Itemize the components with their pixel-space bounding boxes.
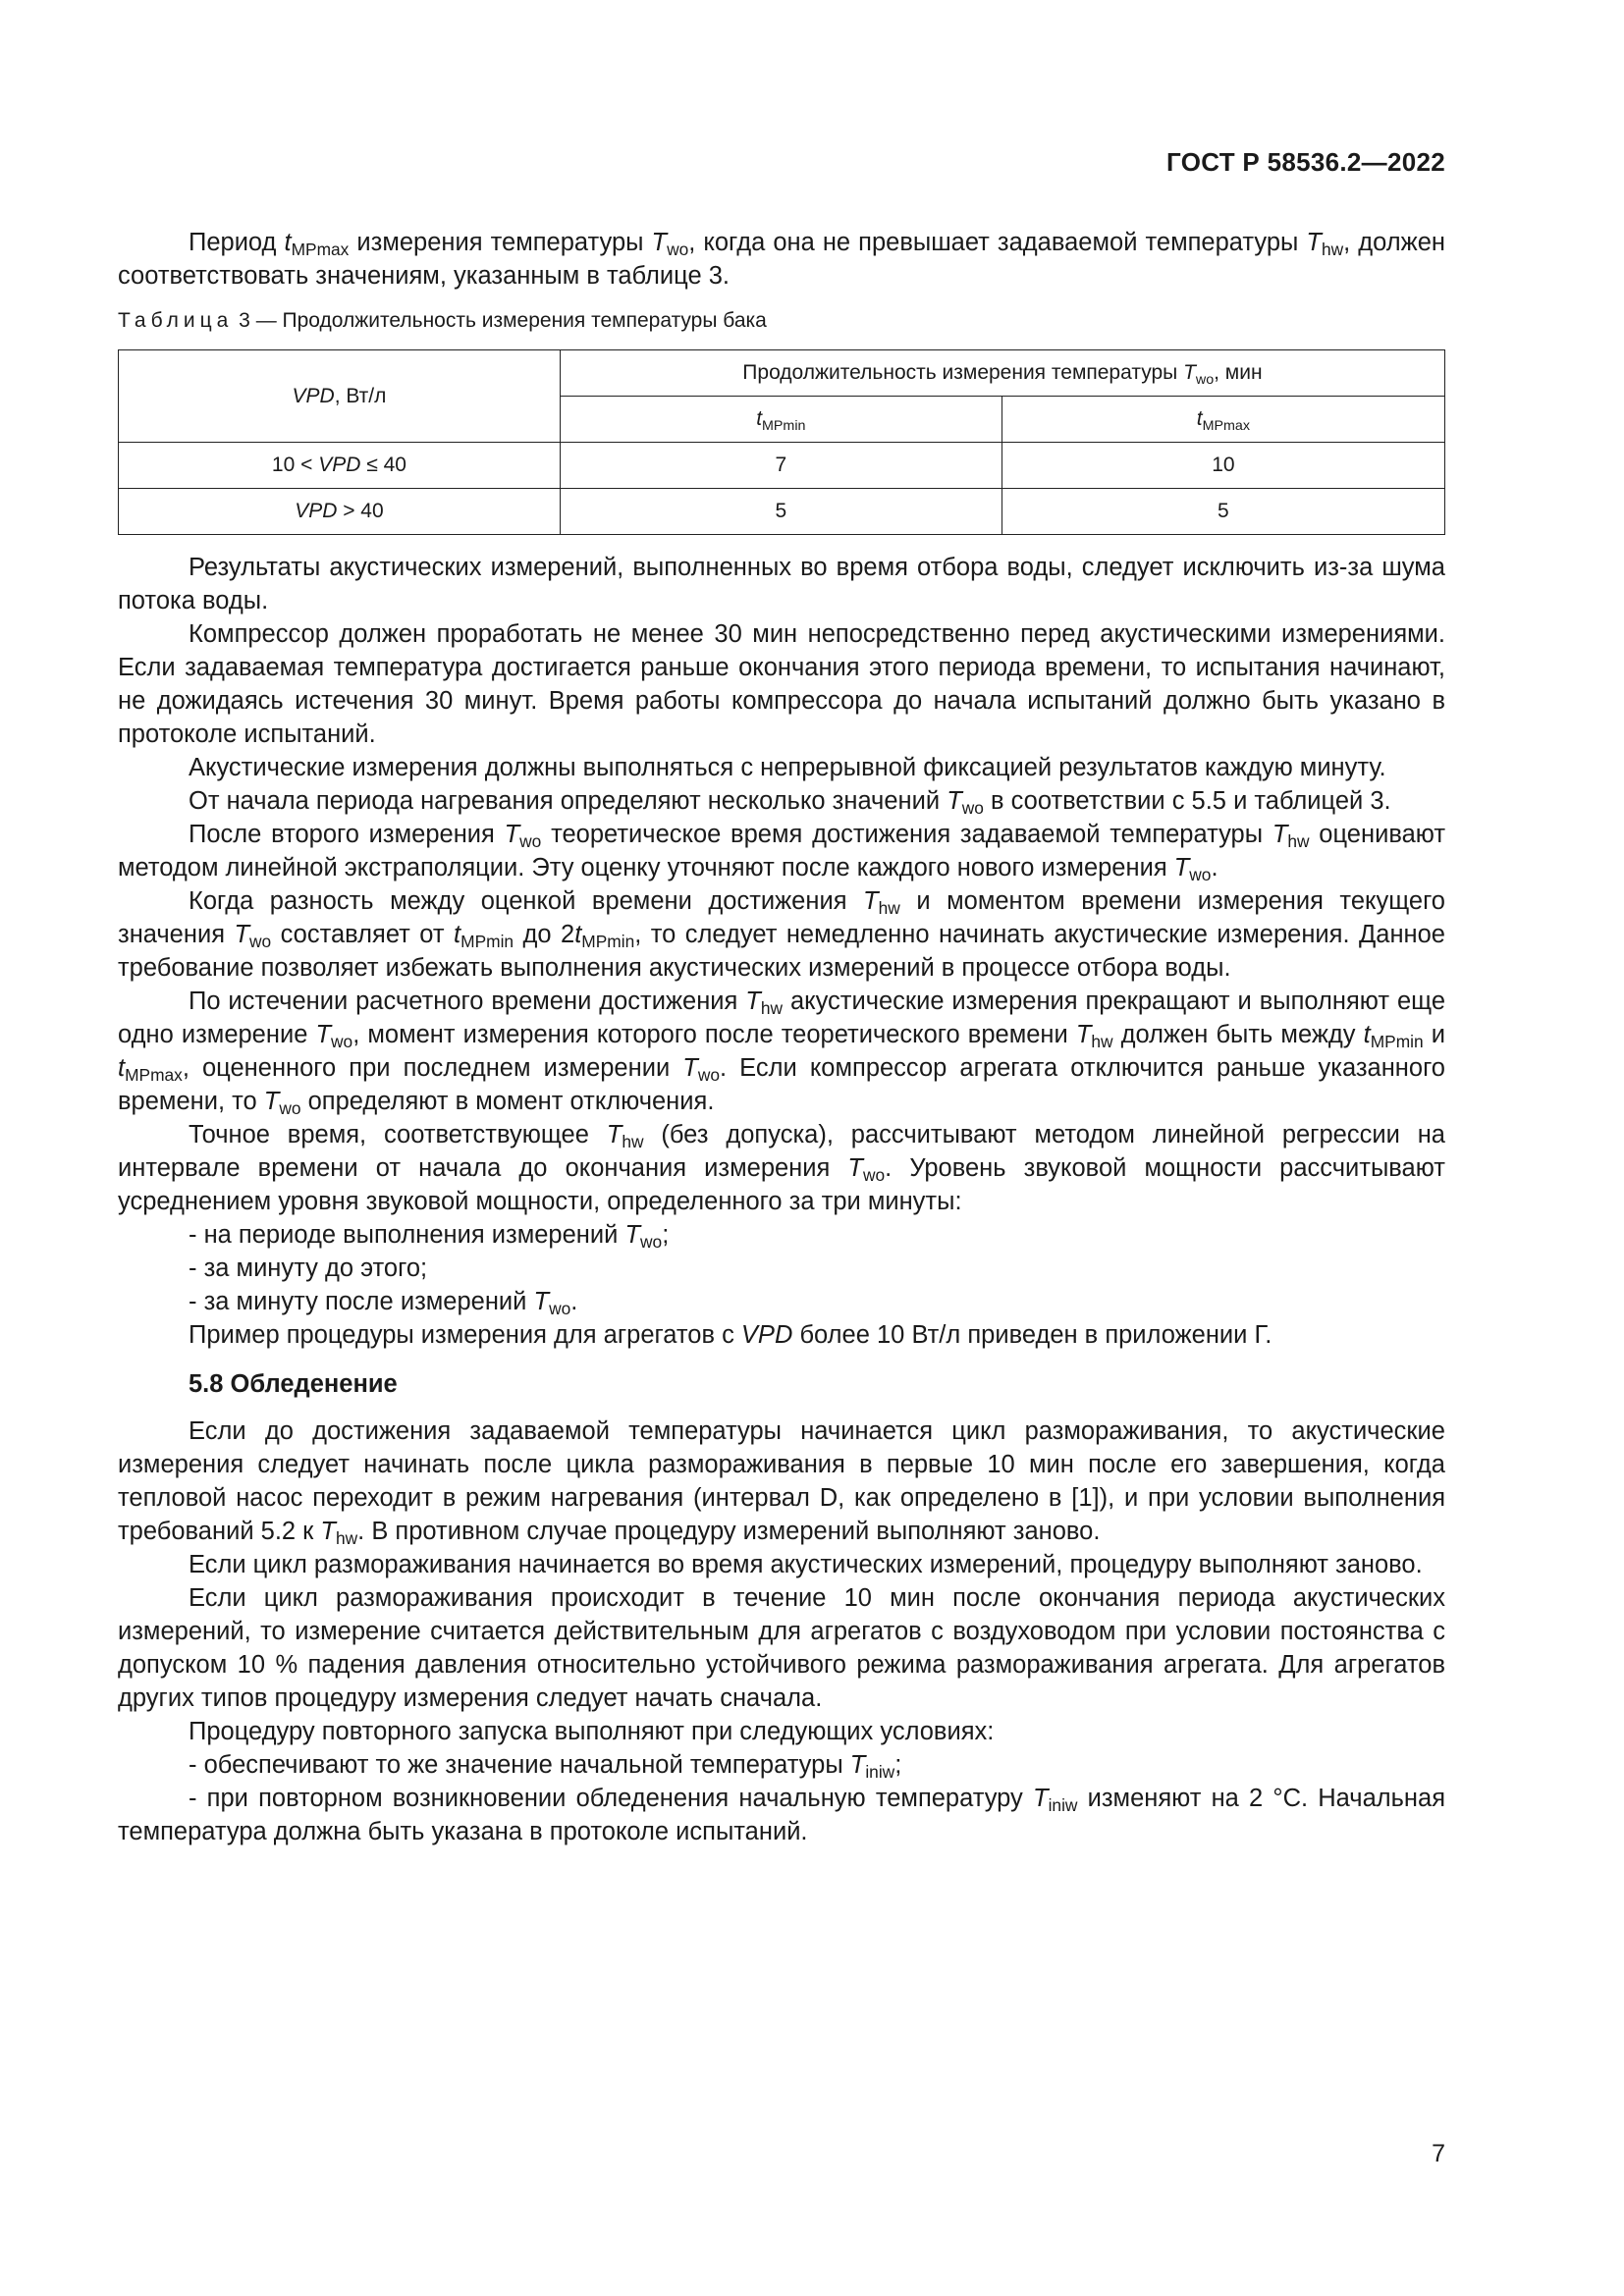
list-item: - за минуту до этого; — [189, 1255, 428, 1282]
list-item: - на периоде выполнения измерений $T_{wo}$; — [189, 1221, 670, 1252]
paragraph: Акустические измерения должны выполняться с непрерывной фиксацией результатов каждую минуту. — [189, 754, 1386, 781]
paragraph: По истечении расчетного времени достижения $T_{hw}$ акустические измерения прекращают и выполняют еще одно измерение $T_{wo}$, момент измерения которого после теоретического времени $T_{hw}$ должен быть между $t_{MPmin}$ и $t_{MPmax}$, оцененного при последнем измерении $T_{wo}$. Если компрессор агрегата отключится раньше указанного времени, то $T_{wo}$ определяют в момент отключения. — [118, 988, 1445, 1118]
table-cell-max: 10 — [1001, 443, 1444, 489]
paragraph: Компрессор должен проработать не менее 30 мин непосредственно перед акустическими измерениями. Если задаваемая температура достигается раньше окончания этого периода времени, то испытания начинают, не дожидаясь истечения 30 минут. Время работы компрессора до начала испытаний должно быть указано в протоколе испытаний. — [118, 620, 1445, 748]
paragraph: Если до достижения задаваемой температуры начинается цикл размораживания, то акустические измерения следует начинать после цикла размораживания в первые 10 мин после его завершения, когда тепловой насос переходит в режим нагревания (интервал D, как определено в [1]), и при условии выполнения требований 5.2 к $T_{hw}$. В противном случае процедуру измерений выполняют заново. — [118, 1417, 1445, 1548]
table-header-tmin: $t_{MPmin}$ — [560, 397, 1001, 443]
list-item: - обеспечивают то же значение начальной температуры $T_{iniw}$; — [189, 1751, 902, 1782]
paragraph: Если цикл размораживания начинается во время акустических измерений, процедуру выполняют заново. — [189, 1551, 1423, 1578]
paragraph: Пример процедуры измерения для агрегатов с VPD более 10 Вт/л приведен в приложении Г. — [189, 1321, 1272, 1349]
table-header-vpd: VPD, Вт/л — [119, 350, 561, 443]
document-header: ГОСТ Р 58536.2—2022 — [1166, 147, 1445, 177]
document-body — [118, 226, 1445, 1848]
table-cell-vpd: 10 < VPD ≤ 40 — [119, 443, 561, 489]
paragraph: От начала периода нагревания определяют несколько значений $T_{wo}$ в соответствии с 5.5 и таблицей 3. — [189, 787, 1391, 818]
table-cell-max: 5 — [1001, 489, 1444, 535]
duration-table — [118, 349, 1445, 535]
table-header-duration: Продолжительность измерения температуры $T_{wo}$, мин — [560, 350, 1444, 397]
table-cell-min: 7 — [560, 443, 1001, 489]
paragraph: Точное время, соответствующее $T_{hw}$ (без допуска), рассчитывают методом линейной регрессии на интервале времени от начала до окончания измерения $T_{wo}$. Уровень звуковой мощности рассчитывают усреднением уровня звуковой мощности, определенного за три минуты: — [118, 1121, 1445, 1215]
table-cell-vpd: VPD > 40 — [119, 489, 561, 535]
paragraph: Результаты акустических измерений, выполненных во время отбора воды, следует исключить из-за шума потока воды. — [118, 554, 1445, 614]
section-heading: 5.8 Обледенение — [189, 1370, 398, 1398]
table-cell-min: 5 — [560, 489, 1001, 535]
table-row — [119, 489, 1445, 535]
paragraph: Когда разность между оценкой времени достижения $T_{hw}$ и моментом времени измерения текущего значения $T_{wo}$ составляет от $t_{MPmin}$ до $2t_{MPmin}$, то следует немедленно начинать акустические измерения. Данное требование позволяет избежать выполнения акустических измерений в процессе отбора воды. — [118, 887, 1445, 982]
paragraph: Если цикл размораживания происходит в течение 10 мин после окончания периода акустических измерений, то измерение считается действительным для агрегатов с воздуховодом при условии постоянства с допуском 10 % падения давления относительно устойчивого режима размораживания агрегата. Для агрегатов других типов процедуру измерения следует начать сначала. — [118, 1584, 1445, 1712]
list-item: - за минуту после измерений $T_{wo}$. — [189, 1288, 578, 1318]
table-row — [119, 443, 1445, 489]
paragraph: Процедуру повторного запуска выполняют при следующих условиях: — [189, 1718, 995, 1745]
table-caption: Таблица 3 — Продолжительность измерения температуры бака — [118, 309, 767, 332]
list-item: - при повторном возникновении обледенения начальную температуру $T_{iniw}$ изменяют на 2 °С. Начальная температура должна быть указана в протоколе испытаний. — [118, 1785, 1446, 1845]
page-number: 7 — [1432, 2140, 1445, 2167]
table-header-tmax: $t_{MPmax}$ — [1001, 397, 1444, 443]
paragraph: После второго измерения $T_{wo}$ теоретическое время достижения задаваемой температуры $T_{hw}$ оценивают методом линейной экстраполяции. Эту оценку уточняют после каждого нового измерения $T_{wo}$. — [118, 821, 1445, 884]
intro-paragraph: Период $t_{MPmax}$ измерения температуры $T_{wo}$, когда она не превышает задаваемой температуры $T_{hw}$, должен соответствовать значениям, указанным в таблице 3. — [118, 229, 1445, 290]
